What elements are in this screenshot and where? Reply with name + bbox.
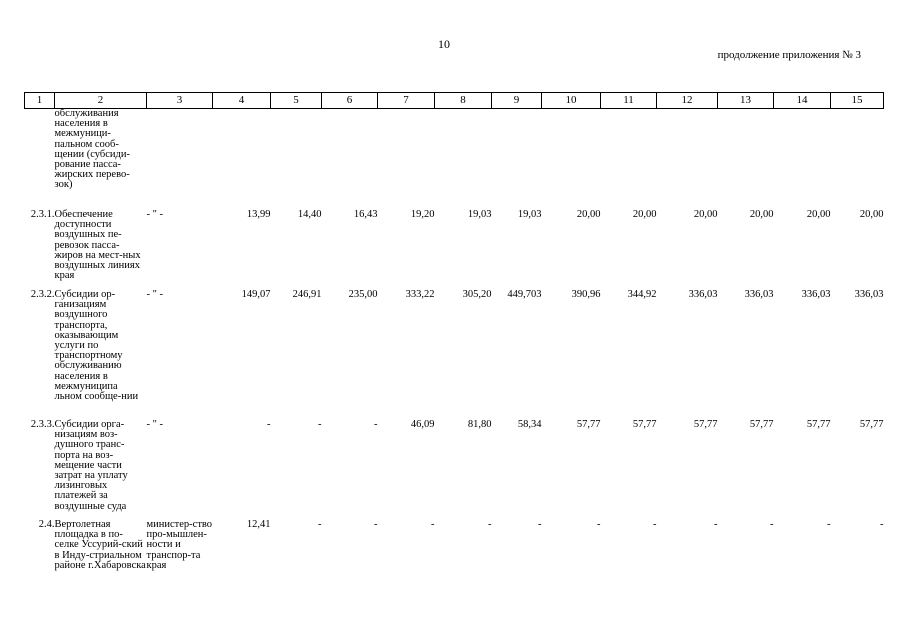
value-cell: 344,92	[627, 289, 657, 300]
table-row	[25, 520, 884, 602]
row-number: 2.3.1.	[30, 209, 55, 220]
value-cell: 58,34	[517, 419, 542, 430]
col-header: 10	[542, 93, 601, 109]
value-cell: -	[431, 519, 435, 530]
row-number: 2.4.	[38, 519, 55, 530]
value-cell: 449,703	[507, 289, 542, 300]
value-cell: 20,00	[806, 209, 831, 220]
col-header: 12	[657, 93, 718, 109]
col-header: 11	[601, 93, 657, 109]
value-cell: 333,22	[405, 289, 435, 300]
value-cell	[492, 109, 542, 211]
row-executor: министер-ство про-мышлен-ности и транспор-та края	[146, 519, 213, 571]
row-executor: - " -	[146, 289, 164, 300]
value-cell: 20,00	[576, 209, 601, 220]
value-cell: -	[597, 519, 601, 530]
value-cell: 235,00	[348, 289, 378, 300]
value-cell: 46,09	[410, 419, 435, 430]
value-cell	[271, 109, 322, 211]
row-executor: - " -	[146, 419, 164, 430]
value-cell: -	[374, 419, 378, 430]
row-name: Обеспечение доступности воздушных пе-ревозок пасса-жиров на мест-ных воздушных линиях края	[54, 209, 141, 282]
value-cell: 57,77	[806, 419, 831, 430]
col-header: 5	[271, 93, 322, 109]
value-cell: 19,20	[410, 209, 435, 220]
value-cell: 336,03	[801, 289, 831, 300]
row-name: Вертолетная площадка в по-селке Уссурий-ский в Инду-стриальном районе г.Хабаровска	[54, 519, 146, 571]
row-name: Субсидии орга-низациям воз-душного транс-порта на воз-мещение части затрат на уплату лизинговых платежей за воздушные суда	[54, 419, 128, 512]
value-cell	[831, 109, 884, 211]
col-header: 15	[831, 93, 884, 109]
value-cell: 81,80	[467, 419, 492, 430]
value-cell	[213, 109, 271, 211]
value-cell: -	[318, 419, 322, 430]
value-cell	[322, 109, 378, 211]
value-cell: 20,00	[749, 209, 774, 220]
value-cell: 57,77	[859, 419, 884, 430]
row-number: 2.3.2.	[30, 289, 55, 300]
row-name: обслуживания населения в межмуници-пальном сооб-щении (субсиди-рование пасса-жирских перево-зок)	[54, 108, 130, 191]
value-cell: 336,03	[688, 289, 718, 300]
col-header: 6	[322, 93, 378, 109]
value-cell: 149,07	[241, 289, 271, 300]
value-cell: 57,77	[576, 419, 601, 430]
value-cell: -	[770, 519, 774, 530]
value-cell: 305,20	[462, 289, 492, 300]
value-cell	[718, 109, 774, 211]
continuation-label: продолжение приложения № 3	[717, 49, 861, 61]
value-cell: -	[267, 419, 271, 430]
value-cell: 19,03	[517, 209, 542, 220]
value-cell: -	[714, 519, 718, 530]
value-cell	[378, 109, 435, 211]
page-number: 10	[438, 37, 450, 51]
value-cell: 390,96	[571, 289, 601, 300]
col-header: 9	[492, 93, 542, 109]
value-cell: 336,03	[744, 289, 774, 300]
row-name: Субсидии ор-ганизациям воздушного транспорта, оказывающим услуги по транспортному обслуживанию населения в межмуниципа льном сообще-нии	[54, 289, 139, 403]
value-cell: 20,00	[693, 209, 718, 220]
value-cell	[774, 109, 831, 211]
value-cell: 246,91	[292, 289, 322, 300]
header-row	[25, 93, 884, 109]
value-cell	[601, 109, 657, 211]
value-cell: 336,03	[854, 289, 884, 300]
value-cell: 57,77	[693, 419, 718, 430]
value-cell: -	[318, 519, 322, 530]
value-cell: 13,99	[246, 209, 271, 220]
value-cell: 57,77	[632, 419, 657, 430]
col-header: 4	[213, 93, 271, 109]
value-cell: -	[538, 519, 542, 530]
row-executor	[147, 109, 213, 211]
value-cell: 14,40	[297, 209, 322, 220]
value-cell: 20,00	[632, 209, 657, 220]
table-row	[25, 420, 884, 520]
row-number	[25, 109, 55, 211]
value-cell: -	[488, 519, 492, 530]
table-row	[25, 109, 884, 211]
value-cell: -	[880, 519, 884, 530]
table-row	[25, 290, 884, 420]
col-header: 1	[25, 93, 55, 109]
value-cell: -	[653, 519, 657, 530]
col-header: 13	[718, 93, 774, 109]
table-row	[25, 210, 884, 290]
col-header: 8	[435, 93, 492, 109]
value-cell: -	[374, 519, 378, 530]
value-cell	[657, 109, 718, 211]
row-executor: - " -	[146, 209, 164, 220]
value-cell: 20,00	[859, 209, 884, 220]
row-number: 2.3.3.	[30, 419, 55, 430]
value-cell	[435, 109, 492, 211]
col-header: 3	[147, 93, 213, 109]
value-cell: 57,77	[749, 419, 774, 430]
value-cell: -	[827, 519, 831, 530]
value-cell: 16,43	[353, 209, 378, 220]
value-cell	[542, 109, 601, 211]
col-header: 2	[55, 93, 147, 109]
appendix-table	[24, 92, 884, 602]
col-header: 7	[378, 93, 435, 109]
value-cell: 19,03	[467, 209, 492, 220]
col-header: 14	[774, 93, 831, 109]
value-cell: 12,41	[246, 519, 271, 530]
